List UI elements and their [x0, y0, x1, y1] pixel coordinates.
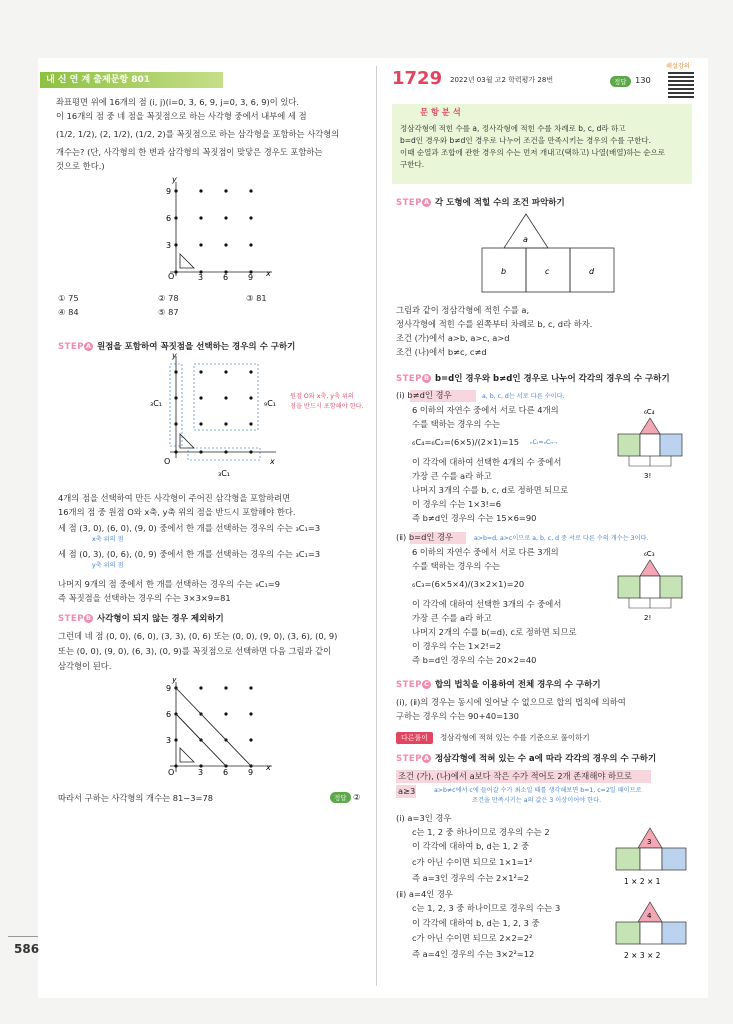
tick-label: 9	[166, 684, 172, 693]
tick-label: 9	[248, 768, 254, 777]
tick-label: 3	[166, 736, 172, 745]
solution-line: 세 점 (0, 3), (0, 6), (0, 9) 중에서 한 개를 선택하는 경우의 수는 ₃C₁=3	[58, 549, 321, 559]
column-divider	[376, 66, 377, 986]
solution-line: 조건 (가)에서 a>b, a>c, a>d	[396, 333, 510, 343]
question-line: 좌표평면 위에 16개의 점 (i, j)(i=0, 3, 6, 9, j=0, 3, 6, 9)이 있다.	[56, 97, 300, 107]
solution-line: 6 이하의 자연수 중에서 서로 다른 3개의	[412, 547, 559, 557]
tick-label: 6	[166, 710, 172, 719]
solution-line: a≥3	[398, 786, 416, 796]
solution-line: 16개의 점 중 원점 O와 x축, y축 위의 점을 반드시 포함해야 한다.	[58, 507, 296, 517]
solution-line: 즉 꼭짓점을 선택하는 경우의 수는 3×3×9=81	[58, 593, 231, 603]
shape-label: c	[545, 267, 550, 276]
solution-line: 조건 (가), (나)에서 a보다 작은 수가 적어도 2개 존재해야 하므로	[398, 771, 633, 781]
alternative-title: 정삼각형에 적혀 있는 수를 기준으로 풀이하기	[440, 733, 590, 742]
tick-label: 3	[166, 241, 172, 250]
alt-step-a-heading: STEP A 정삼각형에 적혀 있는 수 a에 따라 각각의 경우의 수 구하기	[396, 754, 657, 764]
page-number: 586	[14, 942, 40, 956]
step-b-heading: STEP B 사각형이 되지 않는 경우 제외하기	[58, 614, 224, 624]
axis-origin: O	[168, 768, 175, 777]
qr-code-icon[interactable]	[668, 72, 694, 98]
step-a-heading: STEP A 원점을 포함하여 꼭짓점을 선택하는 경우의 수 구하기	[58, 342, 296, 352]
shape-label: b	[501, 267, 507, 276]
solution-line: c가 아닌 수이면 되므로 1×1=1²	[412, 857, 533, 867]
answer-tag: 정답	[610, 76, 631, 87]
analysis-line: 이때 순열과 조합에 관한 경우의 수는 먼저 개내고(택하고) 나열(배열)하는 순으로	[400, 148, 665, 157]
annotation: 조건을 만족시키는 a의 값은 3 이상이어야 한다.	[472, 797, 602, 804]
tick-label: 3	[198, 273, 204, 281]
axis-origin: O	[164, 457, 171, 466]
margin-note: 점을 반드시 포함해야 한다.	[290, 403, 364, 410]
annotation: ₙCᵣ=ₙCₙ₋ᵣ	[530, 439, 558, 446]
solution-line: 구하는 경우의 수는 90+40=130	[396, 711, 519, 721]
solution-line: 6 이하의 자연수 중에서 서로 다른 4개의	[412, 405, 559, 415]
solution-line: 이 경우의 수는 1×3!=6	[412, 499, 502, 509]
analysis-line: 정삼각형에 적힌 수를 a, 정사각형에 적힌 수를 차례로 b, c, d라 하고	[400, 124, 626, 133]
axis-y: y	[172, 678, 177, 684]
axis-x: x	[266, 269, 271, 278]
figure-label: 2!	[644, 614, 652, 622]
analysis-line: b=d인 경우와 b≠d인 경우로 나누어 조건을 만족시키는 경우의 수를 구한다.	[400, 136, 652, 145]
tick-label: 6	[166, 214, 172, 223]
solution-line: 세 점 (3, 0), (6, 0), (9, 0) 중에서 한 개를 선택하는 경우의 수는 ₃C₁=3	[58, 523, 321, 533]
figure-label: 3	[647, 838, 652, 846]
case-title: (ⅰ) a=3인 경우	[396, 813, 452, 823]
annotation: a>b=d, a>c이므로 a, b, c, d 중 서로 다른 수의 개수는 3이다.	[474, 535, 649, 542]
figure-label: 4	[647, 912, 652, 920]
solution-line: 즉 b≠d인 경우의 수는 15×6=90	[412, 513, 537, 523]
solution-line: 이 각각에 대하여 b, d는 1, 2, 3 중	[412, 918, 540, 928]
tick-label: 6	[223, 768, 229, 777]
solution-line: 그림과 같이 정삼각형에 적힌 수를 a,	[396, 305, 530, 315]
choice: ② 78	[158, 293, 179, 303]
shape-figure	[480, 210, 620, 294]
solution-line: 정사각형에 적힌 수를 왼쪽부터 차례로 b, c, d라 하자.	[396, 319, 593, 329]
step-b-heading: STEP B b=d인 경우와 b≠d인 경우로 나누어 각각의 경우의 수 구하기	[396, 374, 670, 384]
question-line: 것으로 한다.)	[56, 161, 105, 171]
figure-label: ₆C₃	[644, 550, 655, 558]
solution-line: c는 1, 2 중 하나이므로 경우의 수는 2	[412, 827, 550, 837]
case-figure	[608, 826, 692, 888]
lattice-graph	[150, 176, 280, 281]
solution-line: 조건 (나)에서 b≠c, c≠d	[396, 347, 487, 357]
figure-label: 3!	[644, 472, 652, 480]
solution-line: 즉 a=3인 경우의 수는 2×1²=2	[412, 873, 530, 883]
tick-label: 9	[248, 273, 254, 281]
step-a-heading: STEP A 각 도형에 적힐 수의 조건 파악하기	[396, 198, 565, 208]
annotation: y축 위의 점	[92, 562, 124, 569]
solution-line: 나머지 3개의 수를 b, c, d로 정하면 되므로	[412, 485, 569, 495]
annotation: a>b≠c에서 c에 들어갈 수가 최소일 때를 생각해보면 b=1, c=2일 때이므로	[434, 787, 642, 794]
shape-label: a	[523, 235, 528, 244]
combination-label: ₃C₁	[150, 399, 162, 408]
page-rule	[8, 936, 38, 937]
choice: ① 75	[58, 293, 79, 303]
axis-x: x	[266, 763, 271, 772]
tick-label: 3	[198, 768, 204, 777]
solution-line: c는 1, 2, 3 중 하나이므로 경우의 수는 3	[412, 903, 561, 913]
source-banner: 내 신 연 계 출제문항 801	[40, 72, 223, 88]
annotation: x축 위의 점	[92, 536, 124, 543]
question-line: 이 16개의 점 중 네 점을 꼭짓점으로 하는 사각형 중에서 내부에 세 점	[56, 111, 307, 121]
solution-line: 이 각각에 대하여 선택한 4개의 수 중에서	[412, 457, 562, 467]
annotation: a, b, c, d는 서로 다른 수이다.	[482, 393, 565, 400]
solution-line: 수를 택하는 경우의 수는	[412, 561, 501, 571]
solution-line: c가 아닌 수이면 되므로 2×2=2²	[412, 933, 533, 943]
figure-label: 2 × 3 × 2	[624, 951, 661, 960]
step-c-heading: STEP C 합의 법칙을 이용하여 전체 경우의 수 구하기	[396, 680, 601, 690]
axis-y: y	[172, 176, 177, 184]
case-title: (ⅱ) a=4인 경우	[396, 889, 453, 899]
question-line: (1/2, 1/2), (2, 1/2), (1/2, 2)를 꼭짓점으로 하는 삼각형을 포함하는 사각형의	[56, 129, 340, 139]
problem-number: 1729	[392, 68, 443, 89]
solution-line: 나머지 2개의 수를 b(=d), c로 정하면 되므로	[412, 627, 577, 637]
solution-line: 가장 큰 수를 a라 하고	[412, 471, 492, 481]
case-figure	[610, 404, 690, 482]
figure-label: 1 × 2 × 1	[624, 877, 661, 886]
case-title: (ⅱ) b=d인 경우	[396, 532, 454, 542]
case-title: (ⅰ) b≠d인 경우	[396, 390, 452, 400]
solution-line: 즉 a=4인 경우의 수는 3×2²=12	[412, 949, 535, 959]
selection-graph	[150, 352, 320, 482]
solution-line: 이 각각에 대하여 선택한 3개의 수 중에서	[412, 599, 562, 609]
axis-x: x	[270, 457, 275, 466]
solution-line: (ⅰ), (ⅱ)의 경우는 동시에 일어날 수 없으므로 합의 법칙에 의하여	[396, 697, 626, 707]
solution-line: 수를 택하는 경우의 수는	[412, 419, 501, 429]
solution-line: 삼각형이 된다.	[58, 661, 112, 671]
figure-label: ₆C₄	[644, 408, 655, 416]
shape-label: d	[589, 267, 595, 276]
tick-label: 6	[223, 273, 229, 281]
choice: ④ 84	[58, 307, 79, 317]
solution-line: 그런데 네 점 (0, 0), (6, 0), (3, 3), (0, 6) 또는 (0, 0), (9, 0), (3, 6), (0, 9)	[58, 631, 338, 641]
answer-value: 130	[635, 75, 651, 85]
solution-line: 4개의 점을 선택하여 만든 사각형이 주어진 삼각형을 포함하려면	[58, 493, 291, 503]
answer-tag: 정답	[330, 792, 351, 803]
solution-line: 가장 큰 수를 a라 하고	[412, 613, 492, 623]
solution-line: 이 경우의 수는 1×2!=2	[412, 641, 502, 651]
alternative-solution-tag: 다른풀이	[396, 732, 433, 744]
axis-origin: O	[168, 272, 175, 281]
final-answer-line: 따라서 구하는 사각형의 개수는 81−3=78	[58, 793, 214, 803]
choice: ③ 81	[246, 293, 267, 303]
combination-label: ₉C₁	[264, 399, 276, 408]
axis-y: y	[172, 352, 177, 360]
choice: ⑤ 87	[158, 307, 179, 317]
combination-label: ₃C₁	[218, 469, 230, 478]
analysis-title: 문 항 분 석	[420, 107, 461, 117]
case-figure	[610, 546, 690, 624]
solution-line: 이 각각에 대하여 b, d는 1, 2 중	[412, 841, 529, 851]
solution-line: 즉 b=d인 경우의 수는 20×2=40	[412, 655, 537, 665]
tick-label: 9	[166, 187, 172, 196]
margin-note: 원점 O와 x축, y축 위의	[290, 393, 354, 400]
solution-line: ₆C₃=(6×5×4)/(3×2×1)=20	[412, 579, 525, 589]
solution-line: 나머지 9개의 점 중에서 한 개를 선택하는 경우의 수는 ₉C₁=9	[58, 579, 281, 589]
answer-value: ②	[353, 792, 361, 802]
solution-line: 또는 (0, 0), (9, 0), (6, 3), (0, 9)를 꼭짓점으로 선택하면 다음 그림과 같이	[58, 646, 332, 656]
analysis-line: 구한다.	[400, 160, 425, 169]
case-figure	[608, 900, 692, 964]
question-line: 개수는? (단, 사각형의 한 변과 삼각형의 꼭짓점이 맞닿은 경우도 포함하는	[56, 147, 323, 157]
triangle-graph	[150, 678, 280, 783]
solution-line: ₆C₄=₆C₂=(6×5)/(2×1)=15	[412, 437, 520, 447]
problem-source: 2022년 03월 고2 학력평가 28번	[450, 76, 554, 84]
qr-label: 해설강의	[666, 63, 690, 70]
